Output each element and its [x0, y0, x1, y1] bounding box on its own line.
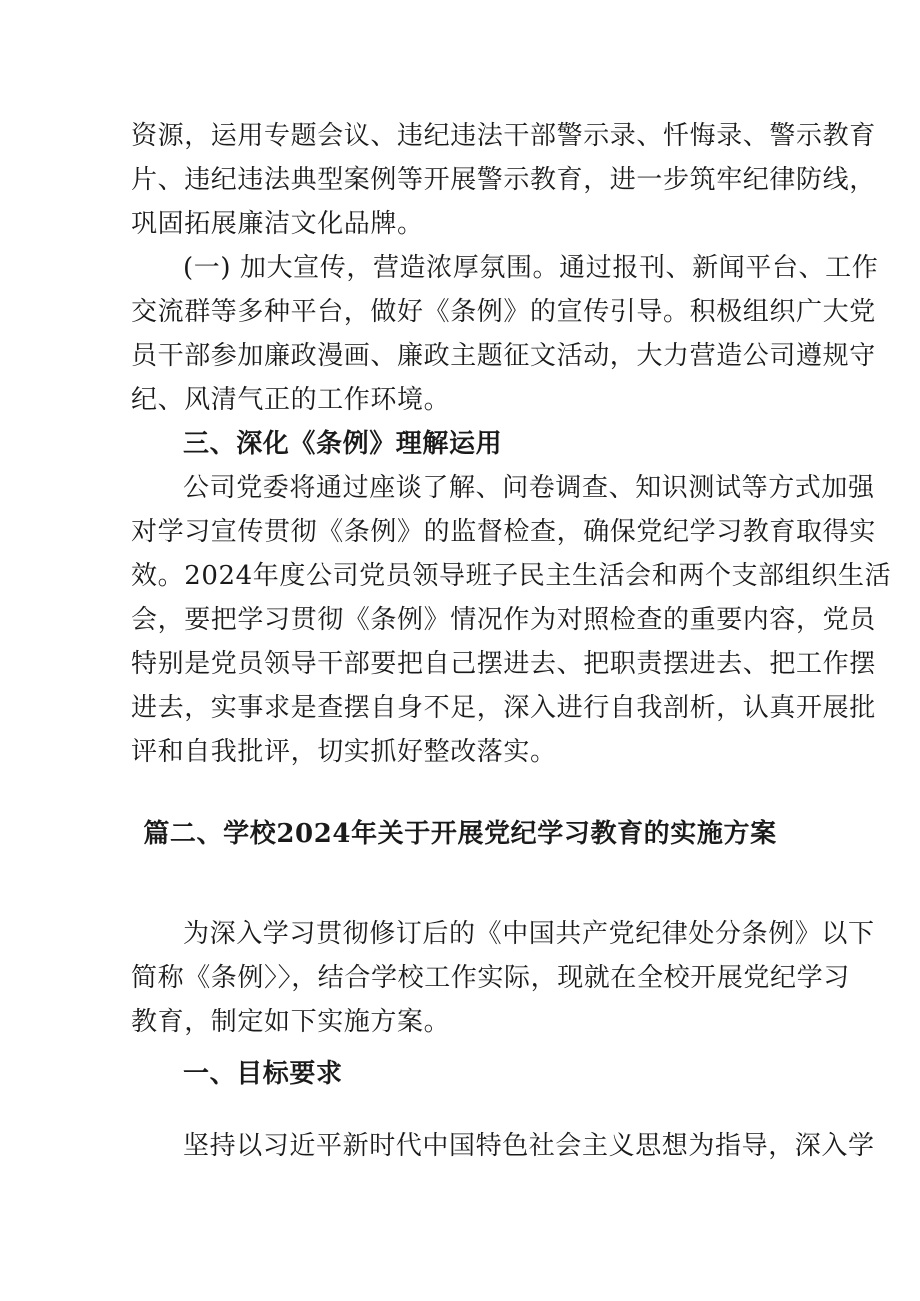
- paragraph-line: (一) 加大宣传，营造浓厚氛围。通过报刊、新闻平台、工作: [183, 253, 879, 283]
- paragraph-line: 员干部参加廉政漫画、廉政主题征文活动，大力营造公司遵规守: [131, 341, 876, 371]
- paragraph-line: 对学习宣传贯彻《条例》的监督检查，确保党纪学习教育取得实: [131, 517, 876, 547]
- paragraph-line: 评和自我批评，切实抓好整改落实。: [131, 737, 557, 767]
- paragraph-line: 坚持以习近平新时代中国特色社会主义思想为指导，深入学: [183, 1131, 875, 1161]
- paragraph-line: 效。2024年度公司党员领导班子民主生活会和两个支部组织生活: [131, 561, 892, 591]
- paragraph-line: 进去，实事求是查摆自身不足，深入进行自我剖析，认真开展批: [131, 693, 876, 723]
- paragraph-line: 交流群等多种平台，做好《条例》的宣传引导。积极组织广大党: [131, 297, 876, 327]
- paragraph-line: 公司党委将通过座谈了解、问卷调查、知识测试等方式加强: [183, 473, 875, 503]
- paragraph-line: 为深入学习贯彻修订后的《中国共产党纪律处分条例》以下: [183, 919, 875, 949]
- paragraph-line: 纪、风清气正的工作环境。: [131, 385, 451, 415]
- paragraph-line: 简称《条例〉〉，结合学校工作实际，现就在全校开展党纪学习: [131, 963, 850, 993]
- paragraph-line: 会，要把学习贯彻《条例》情况作为对照检查的重要内容，党员: [131, 605, 876, 635]
- paragraph-line: 教育，制定如下实施方案。: [131, 1007, 451, 1037]
- document-title: 篇二、学校2024年关于开展党纪学习教育的实施方案: [143, 819, 777, 849]
- paragraph-line: 巩固拓展廉洁文化品牌。: [131, 209, 424, 239]
- paragraph-line: 特别是党员领导干部要把自己摆进去、把职责摆进去、把工作摆: [131, 649, 876, 679]
- paragraph-line: 资源，运用专题会议、违纪违法干部警示录、忏悔录、警示教育: [131, 121, 876, 151]
- paragraph-line: 片、违纪违法典型案例等开展警示教育，进一步筑牢纪律防线，: [131, 165, 876, 195]
- section-heading: 一、目标要求: [183, 1059, 343, 1089]
- section-heading: 三、深化《条例》理解运用: [183, 429, 503, 459]
